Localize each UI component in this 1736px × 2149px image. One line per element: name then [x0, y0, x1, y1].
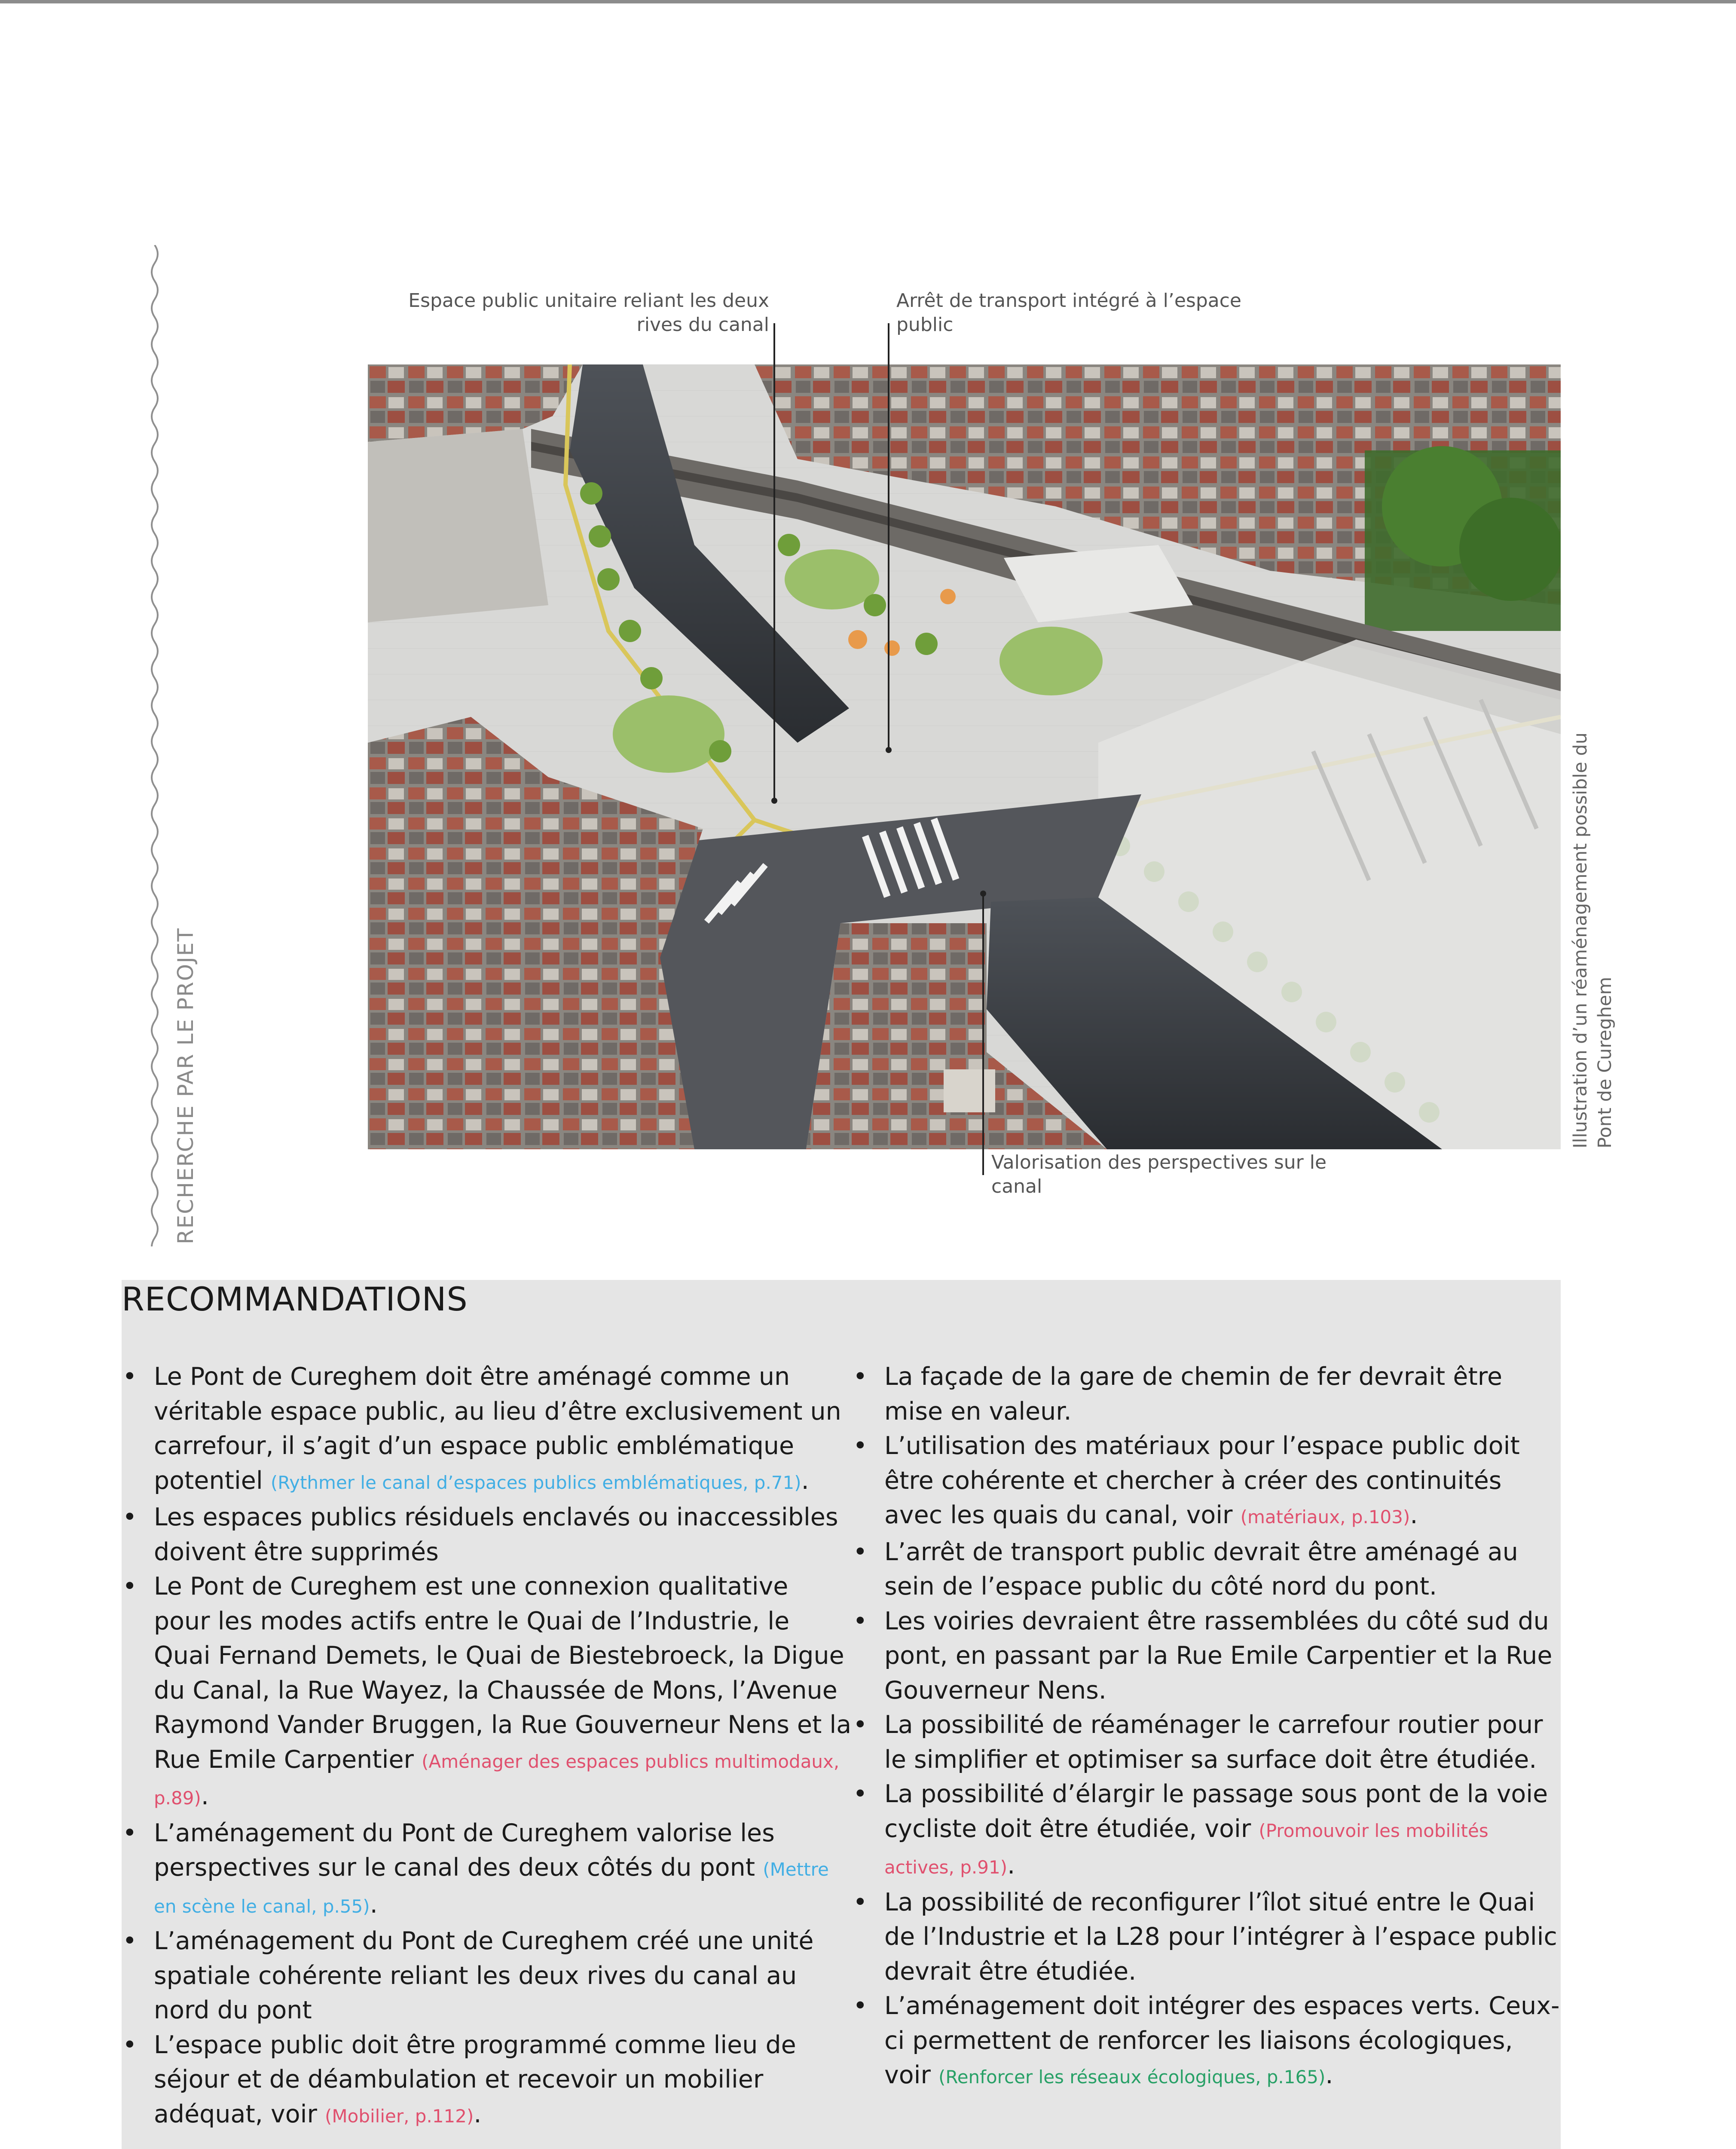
leader-dot-2	[886, 747, 892, 753]
recommendation-text: L’arrêt de transport public devrait être aménagé au sein de l’espace public du côté nord du pont.	[884, 1537, 1518, 1601]
recommendation-item	[852, 1359, 1561, 1429]
recommendation-item	[852, 1429, 1561, 1535]
recommendation-text: L’aménagement du Pont de Cureghem créé une unité spatiale cohérente reliant les deux rives du canal au nord du pont	[154, 1927, 814, 2024]
recommendation-text: Le Pont de Cureghem doit être aménagé comme un véritable espace public, au lieu d’être exclusivement un carrefour, il s’agit d’un espace public emblématique potentiel	[154, 1362, 841, 1495]
recommendation-end-punctuation: .	[370, 1890, 378, 1919]
recommendation-item	[852, 1708, 1561, 1777]
recommendation-item	[852, 1535, 1561, 1604]
bullet-icon: •	[853, 1537, 868, 1566]
recommendations-title: RECOMMANDATIONS	[122, 1280, 468, 1318]
recommendation-text: Le Pont de Cureghem est une connexion qualitative pour les modes actifs entre le Quai de l’Industrie, le Quai Fernand Demets, le Quai de Biestebroeck, la Digue du Canal, la Rue Wayez, la Chaussée de Mons, l’Avenue Raymond Vander Bruggen, la Rue Gouverneur Nens et la Rue Emile Carpentier	[154, 1572, 852, 1774]
recommendation-text: Les voiries devraient être rassemblées du côté sud du pont, en passant par la Rue Emile Carpentier et la Rue Gouverneur Nens.	[884, 1607, 1553, 1705]
recommendation-end-punctuation: .	[801, 1466, 809, 1495]
bullet-icon: •	[853, 1780, 868, 1808]
recommendation-item	[852, 1604, 1561, 1708]
recommendation-text: La possibilité de reconfigurer l’îlot situé entre le Quai de l’Industrie et la L28 pour l’intégrer à l’espace public devrait être étudiée.	[884, 1888, 1557, 1986]
aerial-illustration	[368, 364, 1561, 1149]
cross-reference-link[interactable]: (Mettre en scène le canal, p.55)	[154, 1859, 829, 1917]
image-caption: Illustration d’un réaménagement possible du Pont de Cureghem	[1570, 732, 1616, 1148]
cross-reference-link[interactable]: (Aménager des espaces publics multimodaux, p.89)	[154, 1751, 840, 1809]
recommendation-end-punctuation: .	[201, 1782, 209, 1810]
recommendations-left-column	[122, 1359, 852, 2134]
bullet-icon: •	[853, 1432, 868, 1460]
recommendation-text: Les espaces publics résiduels enclavés ou inaccessibles doivent être supprimés	[154, 1503, 838, 1566]
recommendations-panel	[122, 1280, 1561, 2149]
recommendation-item	[122, 1500, 852, 1569]
recommendation-end-punctuation: .	[1325, 2061, 1333, 2089]
bullet-icon: •	[853, 1711, 868, 1739]
top-rule	[0, 0, 1736, 3]
leader-dot-1	[771, 798, 777, 804]
bullet-icon: •	[853, 1607, 868, 1635]
recommendation-item	[122, 1359, 852, 1500]
cross-reference-link[interactable]: (Mobilier, p.112)	[325, 2105, 474, 2127]
bullet-icon: •	[853, 1992, 868, 2020]
bullet-icon: •	[853, 1362, 868, 1391]
recommendation-text: La possibilité de réaménager le carrefour routier pour le simplifier et optimiser sa surface doit être étudiée.	[884, 1711, 1543, 1774]
callout-transport-stop: Arrêt de transport intégré à l’espace public	[896, 290, 1241, 336]
recommendations-right-column	[852, 1359, 1561, 2095]
bullet-icon: •	[122, 1362, 137, 1391]
callout-canal-perspectives: Valorisation des perspectives sur le canal	[991, 1151, 1327, 1197]
leader-line-3	[982, 893, 984, 1175]
bullet-icon: •	[122, 2030, 137, 2059]
callout-unified-public-space: Espace public unitaire reliant les deux rives du canal	[408, 290, 769, 336]
recommendation-text: L’espace public doit être programmé comme lieu de séjour et de déambulation et recevoir un mobilier adéquat, voir	[154, 2030, 796, 2128]
recommendation-item	[122, 1924, 852, 2028]
cross-reference-link[interactable]: (matériaux, p.103)	[1240, 1506, 1410, 1528]
wavy-line-decoration	[146, 245, 163, 1246]
bullet-icon: •	[122, 1818, 137, 1847]
cross-reference-link[interactable]: (Promouvoir les mobilités actives, p.91)	[884, 1820, 1488, 1878]
recommendation-item	[122, 1816, 852, 1924]
recommendation-item	[122, 2028, 852, 2134]
recommendation-item	[852, 1989, 1561, 2095]
section-title: RECHERCHE PAR LE PROJET	[173, 928, 198, 1244]
cross-reference-link[interactable]: (Rythmer le canal d’espaces publics emblématiques, p.71)	[270, 1472, 801, 1493]
bullet-icon: •	[853, 1888, 868, 1916]
leader-line-1	[773, 323, 775, 801]
recommendation-item	[852, 1885, 1561, 1989]
recommendation-end-punctuation: .	[1410, 1501, 1418, 1529]
recommendation-end-punctuation: .	[1007, 1851, 1015, 1880]
recommendation-text: L’aménagement doit intégrer des espaces verts. Ceux-ci permettent de renforcer les liaisons écologiques, voir	[884, 1992, 1560, 2089]
recommendation-item	[852, 1777, 1561, 1885]
recommendation-text: L’aménagement du Pont de Cureghem valorise les perspectives sur le canal des deux côtés du pont	[154, 1818, 775, 1882]
recommendation-end-punctuation: .	[474, 2100, 482, 2128]
leader-line-2	[888, 323, 889, 750]
recommendation-item	[122, 1569, 852, 1816]
bullet-icon: •	[122, 1572, 137, 1601]
recommendation-text: L’utilisation des matériaux pour l’espace public doit être cohérente et chercher à créer des continuités avec les quais du canal, voir	[884, 1432, 1520, 1529]
recommendation-text: La possibilité d’élargir le passage sous pont de la voie cycliste doit être étudiée, voir	[884, 1780, 1548, 1843]
bullet-icon: •	[122, 1927, 137, 1955]
leader-dot-3	[980, 891, 986, 897]
bullet-icon: •	[122, 1503, 137, 1531]
cross-reference-link[interactable]: (Renforcer les réseaux écologiques, p.165)	[938, 2066, 1326, 2088]
recommendation-text: La façade de la gare de chemin de fer devrait être mise en valeur.	[884, 1362, 1503, 1426]
